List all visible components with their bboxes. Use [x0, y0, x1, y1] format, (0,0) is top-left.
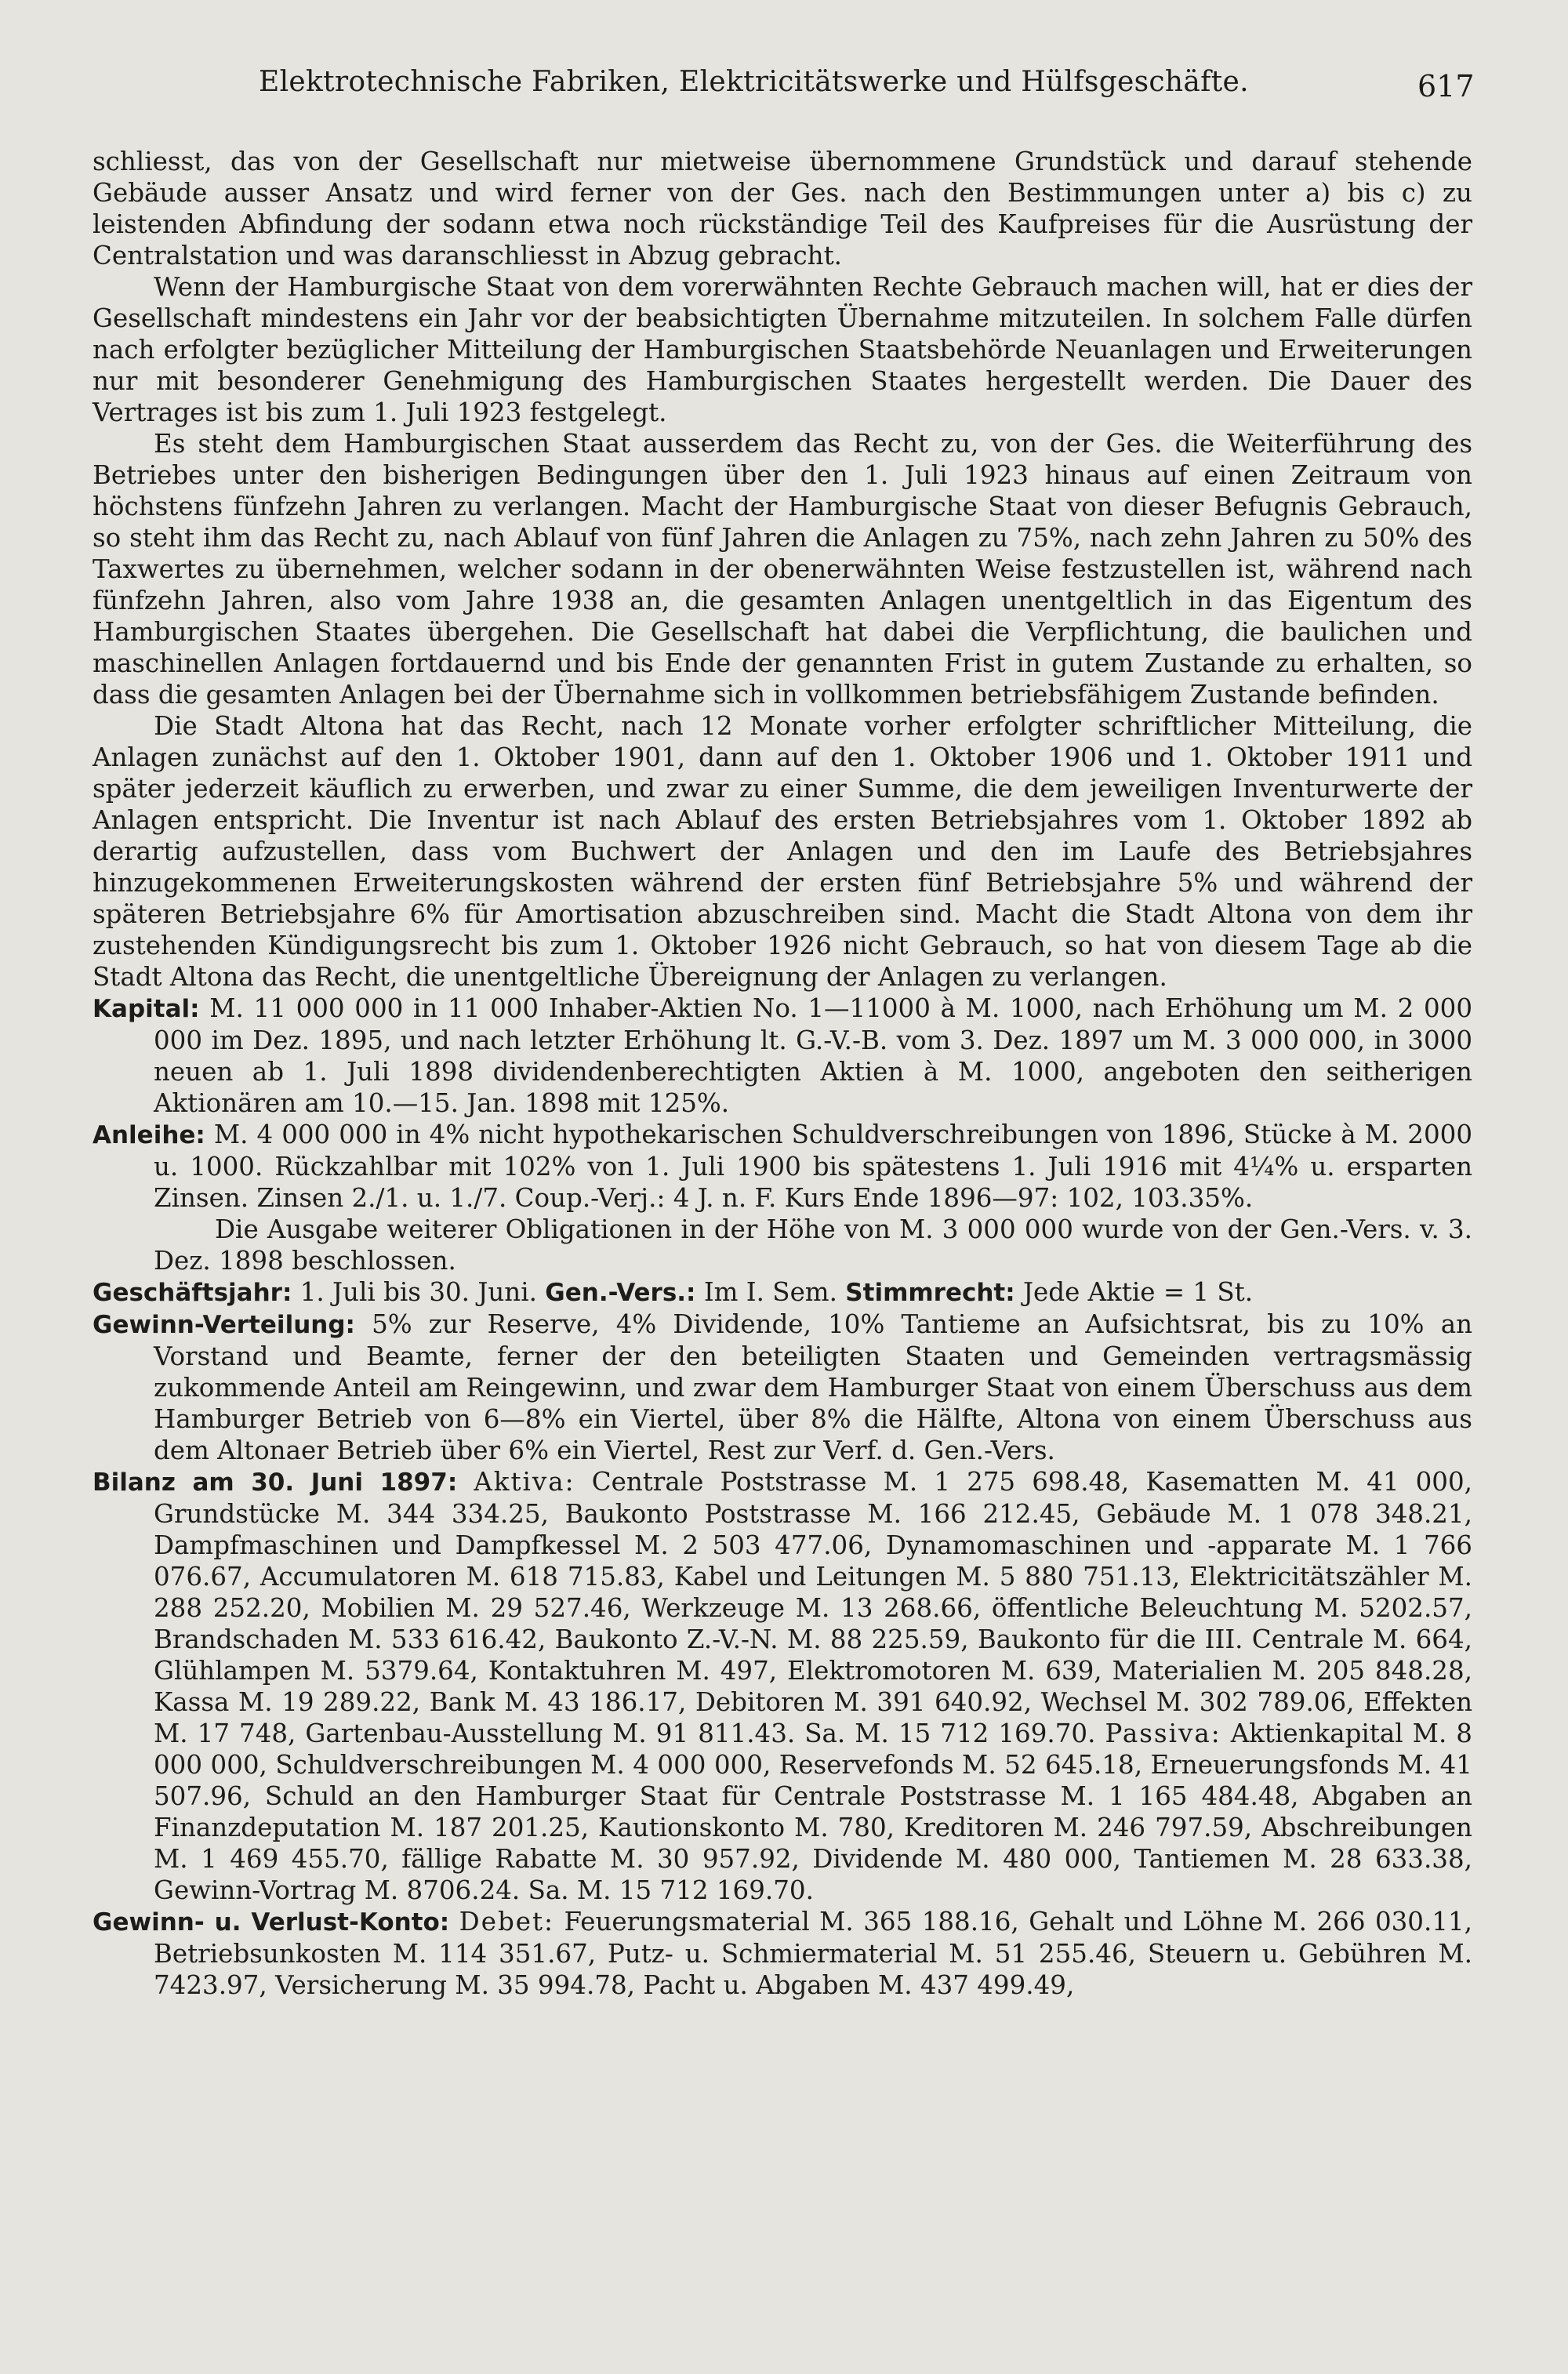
- bilanz-entry: [93, 1466, 1472, 1906]
- aktiva-label: Aktiva:: [474, 1467, 575, 1497]
- gewinn-verteilung-text: 5% zur Reserve, 4% Dividende, 10% Tantieme an Aufsichtsrat, bis zu 10% an Vorstand und Beamte, ferner der den beteiligten Staaten und Gemeinden vertragsmässig zukommende Anteil am Reingewinn, und zwar dem Hamburger Staat von einem Überschuss aus dem Hamburger Betrieb von 6—8% ein Viertel, über 8% die Hälfte, Altona von einem Überschuss aus dem Altonaer Betrieb über 6% ein Viertel, Rest zur Verf. d. Gen.-Vers.: [154, 1309, 1472, 1465]
- gewinn-verlust-label: Gewinn- u. Verlust-Konto:: [93, 1908, 450, 1937]
- geschaeftsjahr-entry: [93, 1276, 1472, 1309]
- paragraph: Es steht dem Hamburgischen Staat ausserdem das Recht zu, von der Ges. die Weiterführung des Betriebes unter den bisherigen Bedingungen über den 1. Juli 1923 hinaus auf einen Zeitraum von höchstens fünfzehn Jahren zu verlangen. Macht der Hamburgische Staat von dieser Befugnis Gebrauch, so steht ihm das Recht zu, nach Ablauf von fünf Jahren die Anlagen zu 75%, nach zehn Jahren zu 50% des Taxwertes zu übernehmen, welcher sodann in der obenerwähnten Weise festzustellen ist, während nach fünfzehn Jahren, also vom Jahre 1938 an, die gesamten Anlagen unentgeltlich in das Eigentum des Hamburgischen Staates übergehen. Die Gesellschaft hat dabei die Verpflichtung, die baulichen und maschinellen Anlagen fortdauernd und bis Ende der genannten Frist in gutem Zustande zu erhalten, so dass die gesamten Anlagen bei der Übernahme sich in vollkommen betriebsfähigem Zustande befinden.: [93, 429, 1472, 710]
- kapital-entry: [93, 993, 1472, 1119]
- anleihe-text: M. 4 000 000 in 4% nicht hypothekarischen Schuldverschreibungen von 1896, Stücke à M. 2000 u. 1000. Rückzahlbar mit 102% von 1. Juli 1900 bis spätestens 1. Juli 1916 mit 4¼% u. ersparten Zinsen. Zinsen 2./1. u. 1./7. Coup.-Verj.: 4 J. n. F. Kurs Ende 1896—97: 102, 103.35%.: [154, 1120, 1472, 1213]
- running-head: Elektrotechnische Fabriken, Elektricitätswerke und Hülfsgeschäfte.: [259, 66, 1249, 98]
- paragraph: Wenn der Hamburgische Staat von dem vorerwähnten Rechte Gebrauch machen will, hat er dies der Gesellschaft mindestens ein Jahr vor der beabsichtigten Übernahme mitzuteilen. In solchem Falle dürfen nach erfolgter bezüglicher Mitteilung der Hamburgischen Staatsbehörde Neuanlagen und Erweiterungen nur mit besonderer Genehmigung des Hamburgischen Staates hergestellt werden. Die Dauer des Vertrages ist bis zum 1. Juli 1923 festgelegt.: [93, 272, 1472, 427]
- body-text: [93, 146, 1472, 2001]
- debet-text: Feuerungsmaterial M. 365 188.16, Gehalt und Löhne M. 266 030.11, Betriebsunkosten M. 114 351.67, Putz- u. Schmiermaterial M. 51 255.46, Steuern u. Gebühren M. 7423.97, Versicherung M. 35 994.78, Pacht u. Abgaben M. 437 499.49,: [154, 1907, 1472, 2000]
- stimmrecht-label: Stimmrecht:: [845, 1279, 1015, 1307]
- genvers-label: Gen.-Vers.:: [545, 1279, 696, 1307]
- bilanz-label: Bilanz am 30. Juni 1897:: [93, 1468, 458, 1497]
- anleihe-label: Anleihe:: [93, 1121, 205, 1149]
- gewinn-verteilung-entry: [93, 1309, 1472, 1466]
- gewinn-verlust-entry: [93, 1906, 1472, 2001]
- paragraph: Die Stadt Altona hat das Recht, nach 12 Monate vorher erfolgter schriftlicher Mitteilung, die Anlagen zunächst auf den 1. Oktober 1901, dann auf den 1. Oktober 1906 und 1. Oktober 1911 und später jederzeit käuflich zu erwerben, und zwar zu einer Summe, die dem jeweiligen Inventurwerte der Anlagen entspricht. Die Inventur ist nach Ablauf des ersten Betriebsjahres vom 1. Oktober 1892 ab derartig aufzustellen, dass vom Buchwert der Anlagen und den im Laufe des Betriebsjahres hinzugekommenen Erweiterungskosten während der ersten fünf Betriebsjahre 5% und während der späteren Betriebsjahre 6% für Amortisation abzuschreiben sind. Macht die Stadt Altona von dem ihr zustehenden Kündigungsrecht bis zum 1. Oktober 1926 nicht Gebrauch, so hat von diesem Tage ab die Stadt Altona das Recht, die unentgeltliche Übereignung der Anlagen zu verlangen.: [93, 711, 1472, 992]
- passiva-label: Passiva:: [1105, 1719, 1221, 1748]
- anleihe-entry: [93, 1119, 1472, 1214]
- stimmrecht-text: Jede Aktie = 1 St.: [1023, 1277, 1254, 1307]
- passiva-text: Aktienkapital M. 8 000 000, Schuldverschreibungen M. 4 000 000, Reservefonds M. 52 645.18, Erneuerungsfonds M. 41 507.96, Schuld an den Hamburger Staat für Centrale Poststrasse M. 1 165 484.48, Abgaben an Finanzdeputation M. 187 201.25, Kautionskonto M. 780, Kreditoren M. 246 797.59, Abschreibungen M. 1 469 455.70, fällige Rabatte M. 30 957.92, Dividende M. 480 000, Tantiemen M. 28 633.38, Gewinn-Vortrag M. 8706.24. Sa. M. 15 712 169.70.: [154, 1719, 1472, 1905]
- paragraph-continuation: schliesst, das von der Gesellschaft nur mietweise übernommene Grundstück und darauf stehende Gebäude ausser Ansatz und wird ferner von der Ges. nach den Bestimmungen unter a) bis c) zu leistenden Abfindung der sodann etwa noch rückständige Teil des Kaufpreises für die Ausrüstung der Centralstation und was daranschliesst in Abzug gebracht.: [93, 147, 1472, 270]
- debet-label: Debet:: [459, 1907, 555, 1937]
- page-number: 617: [1417, 69, 1475, 103]
- kapital-text: M. 11 000 000 in 11 000 Inhaber-Aktien No. 1—11000 à M. 1000, nach Erhöhung um M. 2 000 000 im Dez. 1895, und nach letzter Erhöhung lt. G.-V.-B. vom 3. Dez. 1897 um M. 3 000 000, in 3000 neuen ab 1. Juli 1898 dividendenberechtigten Aktien à M. 1000, angeboten den seitherigen Aktionären am 10.—15. Jan. 1898 mit 125%.: [154, 993, 1472, 1118]
- geschaeftsjahr-label: Geschäftsjahr:: [93, 1279, 292, 1307]
- gewinn-verteilung-label: Gewinn-Verteilung:: [93, 1311, 355, 1339]
- aktiva-text: Centrale Poststrasse M. 1 275 698.48, Kasematten M. 41 000, Grundstücke M. 344 334.25, Baukonto Poststrasse M. 166 212.45, Gebäude M. 1 078 348.21, Dampfmaschinen und Dampfkessel M. 2 503 477.06, Dynamomaschinen und -apparate M. 1 766 076.67, Accumulatoren M. 618 715.83, Kabel und Leitungen M. 5 880 751.13, Elektricitätszähler M. 288 252.20, Mobilien M. 29 527.46, Werkzeuge M. 13 268.66, öffentliche Beleuchtung M. 5202.57, Brandschaden M. 533 616.42, Baukonto Z.-V.-N. M. 88 225.59, Baukonto für die III. Centrale M. 664, Glühlampen M. 5379.64, Kontaktuhren M. 497, Elektromotoren M. 639, Materialien M. 205 848.28, Kassa M. 19 289.22, Bank M. 43 186.17, Debitoren M. 391 640.92, Wechsel M. 302 789.06, Effekten M. 17 748, Gartenbau-Ausstellung M. 91 811.43. Sa. M. 15 712 169.70.: [154, 1467, 1472, 1748]
- kapital-label: Kapital:: [93, 995, 200, 1023]
- geschaeftsjahr-text: 1. Juli bis 30. Juni.: [299, 1277, 537, 1307]
- anleihe-note: Die Ausgabe weiterer Obligationen in der Höhe von M. 3 000 000 wurde von der Gen.-Vers. v. 3. Dez. 1898 beschlossen.: [154, 1214, 1472, 1276]
- genvers-text: Im I. Sem.: [703, 1277, 837, 1307]
